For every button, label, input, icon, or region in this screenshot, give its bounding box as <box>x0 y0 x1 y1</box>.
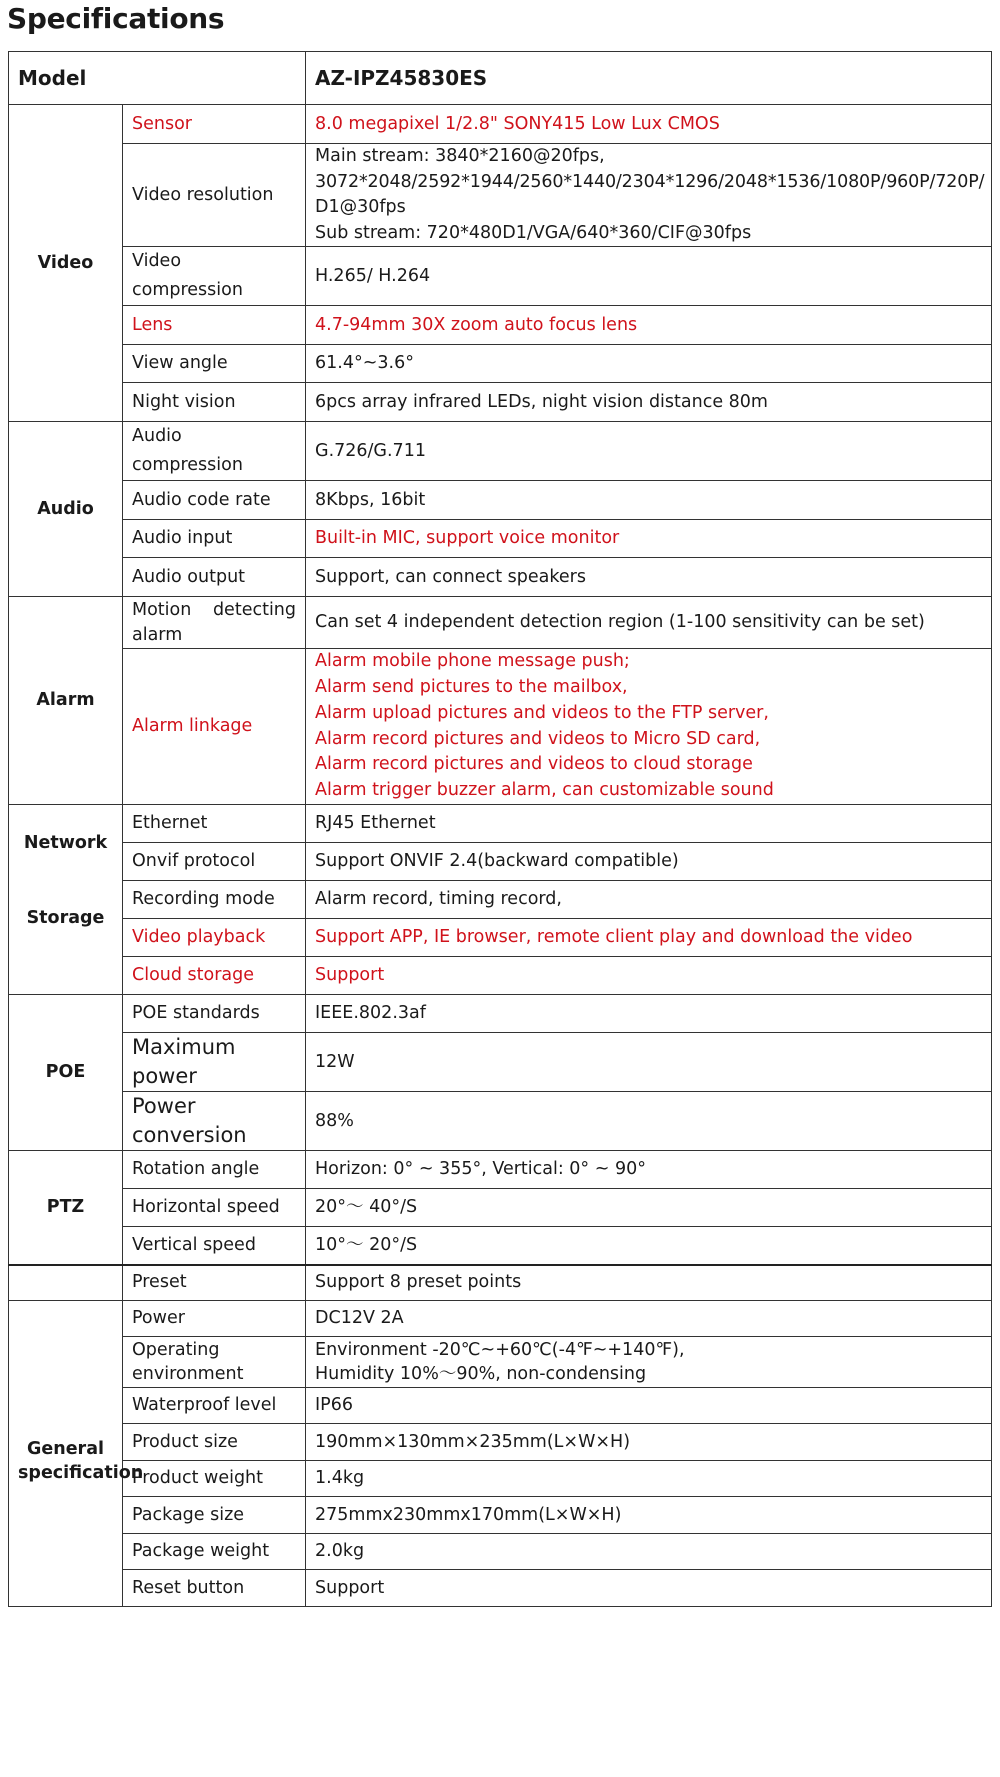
table-row <box>9 1424 992 1461</box>
spec-label: Rotation angle <box>123 1151 306 1189</box>
label-line: Operating <box>132 1340 220 1360</box>
table-row <box>9 1461 992 1497</box>
spec-value: Support, can connect speakers <box>306 558 992 597</box>
spec-value: 8Kbps, 16bit <box>306 481 992 520</box>
spec-value: G.726/G.711 <box>306 422 992 481</box>
spec-label: Preset <box>123 1265 306 1301</box>
table-row <box>9 1151 992 1189</box>
model-row <box>9 52 992 105</box>
table-row <box>9 1534 992 1570</box>
value-line: Alarm upload pictures and videos to the FTP server, <box>315 702 769 723</box>
spec-label: Recording mode <box>123 881 306 919</box>
spec-label: Video resolution <box>123 144 306 247</box>
spec-value <box>306 144 992 247</box>
table-row <box>9 1265 992 1301</box>
spec-value: 8.0 megapixel 1/2.8" SONY415 Low Lux CMOS <box>306 105 992 144</box>
table-row <box>9 957 992 995</box>
spec-value: 275mmx230mmx170mm(L×W×H) <box>306 1497 992 1534</box>
value-line: Sub stream: 720*480D1/VGA/640*360/CIF@30fps <box>315 222 752 243</box>
spec-label: Cloud storage <box>123 957 306 995</box>
table-row <box>9 995 992 1033</box>
spec-label: Power conversion <box>123 1092 306 1151</box>
spec-label: Ethernet <box>123 805 306 843</box>
spec-label: Sensor <box>123 105 306 144</box>
spec-value: Horizon: 0° ~ 355°, Vertical: 0° ~ 90° <box>306 1151 992 1189</box>
label-line: environment <box>132 1364 244 1384</box>
table-row <box>9 383 992 422</box>
spec-value: H.265/ H.264 <box>306 247 992 306</box>
spec-label: Waterproof level <box>123 1388 306 1424</box>
spec-value: 88% <box>306 1092 992 1151</box>
table-row <box>9 843 992 881</box>
spec-value: Support ONVIF 2.4(backward compatible) <box>306 843 992 881</box>
table-row <box>9 1033 992 1092</box>
spec-label: Vertical speed <box>123 1227 306 1265</box>
spec-label: Onvif protocol <box>123 843 306 881</box>
value-line: Alarm trigger buzzer alarm, can customizable sound <box>315 780 774 801</box>
table-row <box>9 520 992 558</box>
spec-value: Support <box>306 957 992 995</box>
table-row <box>9 1337 992 1388</box>
spec-label: Lens <box>123 306 306 345</box>
table-row <box>9 345 992 383</box>
category-poe: POE <box>9 995 123 1151</box>
spec-label: Audio compression <box>123 422 306 481</box>
value-line: Alarm record pictures and videos to cloud storage <box>315 754 753 775</box>
spec-label: POE standards <box>123 995 306 1033</box>
table-row <box>9 1301 992 1337</box>
value-line: Humidity 10%～90%, non-condensing <box>315 1364 647 1384</box>
table-row <box>9 649 992 805</box>
spec-value: 10°～ 20°/S <box>306 1227 992 1265</box>
spec-value <box>306 1337 992 1388</box>
spec-value: RJ45 Ethernet <box>306 805 992 843</box>
table-row <box>9 1227 992 1265</box>
spec-value: Support <box>306 1570 992 1607</box>
table-row <box>9 306 992 345</box>
table-row <box>9 805 992 843</box>
category-general-line: General <box>27 1439 104 1459</box>
category-general <box>9 1301 144 1607</box>
spec-label: Audio input <box>123 520 306 558</box>
spec-value: IP66 <box>306 1388 992 1424</box>
spec-label: Audio code rate <box>123 481 306 520</box>
spec-label: Product weight <box>123 1461 306 1497</box>
label-word: alarm <box>132 624 183 645</box>
spec-label: Package weight <box>123 1534 306 1570</box>
spec-label: Night vision <box>123 383 306 422</box>
empty-cell <box>9 1265 123 1301</box>
spec-value: 61.4°~3.6° <box>306 345 992 383</box>
table-row <box>9 1388 992 1424</box>
value-line: Alarm record pictures and videos to Micro SD card, <box>315 728 761 749</box>
spec-value: Support 8 preset points <box>306 1265 992 1301</box>
spec-label: Horizontal speed <box>123 1189 306 1227</box>
model-label: Model <box>9 52 306 105</box>
category-ptz: PTZ <box>9 1151 123 1265</box>
value-line: Alarm send pictures to the mailbox, <box>315 676 628 697</box>
spec-label: Product size <box>123 1424 306 1461</box>
table-row <box>9 247 992 306</box>
spec-value: Can set 4 independent detection region (1-100 sensitivity can be set) <box>306 597 992 649</box>
category-alarm: Alarm <box>9 597 123 805</box>
category-video: Video <box>9 105 123 422</box>
value-line: 3072*2048/2592*1944/2560*1440/2304*1296/2048*1536/1080P/960P/720P/ <box>315 171 985 192</box>
category-network: Network <box>23 833 108 853</box>
spec-value: DC12V 2A <box>306 1301 992 1337</box>
table-row <box>9 105 992 144</box>
spec-label <box>123 597 306 649</box>
label-word: Motion <box>132 599 192 620</box>
table-row <box>9 481 992 520</box>
model-value: AZ-IPZ45830ES <box>306 52 992 105</box>
spec-value: 20°～ 40°/S <box>306 1189 992 1227</box>
table-row <box>9 558 992 597</box>
spec-label: View angle <box>123 345 306 383</box>
table-row <box>9 919 992 957</box>
table-row <box>9 1189 992 1227</box>
spec-value <box>306 649 992 805</box>
spec-value: Alarm record, timing record, <box>306 881 992 919</box>
spec-label: Package size <box>123 1497 306 1534</box>
category-general-line: specification <box>18 1463 144 1483</box>
table-row <box>9 144 992 247</box>
value-line: Main stream: 3840*2160@20fps, <box>315 146 605 166</box>
spec-value: 2.0kg <box>306 1534 992 1570</box>
table-row <box>9 422 992 481</box>
spec-value: Support APP, IE browser, remote client play and download the video <box>306 919 992 957</box>
category-network-storage <box>9 805 123 995</box>
table-row <box>9 1570 992 1607</box>
spec-label: Alarm linkage <box>123 649 306 805</box>
table-row <box>9 1497 992 1534</box>
spec-value: 190mm×130mm×235mm(L×W×H) <box>306 1424 992 1461</box>
spec-value: IEEE.802.3af <box>306 995 992 1033</box>
spec-value: Built-in MIC, support voice monitor <box>306 520 992 558</box>
spec-table <box>8 51 992 1607</box>
label-word: detecting <box>212 599 297 620</box>
spec-label: Video compression <box>123 247 306 306</box>
table-row <box>9 597 992 649</box>
spec-label: Maximum power <box>123 1033 306 1092</box>
spec-label: Audio output <box>123 558 306 597</box>
spec-label <box>123 1337 306 1388</box>
spec-value: 12W <box>306 1033 992 1092</box>
spec-label: Reset button <box>123 1570 306 1607</box>
spec-label: Video playback <box>123 919 306 957</box>
page-title: Specifications <box>7 2 225 35</box>
value-line: D1@30fps <box>315 197 406 217</box>
spec-value: 6pcs array infrared LEDs, night vision distance 80m <box>306 383 992 422</box>
spec-value: 1.4kg <box>306 1461 992 1497</box>
value-line: Environment -20℃~+60℃(-4℉~+140℉), <box>315 1340 685 1360</box>
spec-value: 4.7-94mm 30X zoom auto focus lens <box>306 306 992 345</box>
table-row <box>9 881 992 919</box>
spec-label: Power <box>123 1301 306 1337</box>
category-audio: Audio <box>9 422 123 597</box>
category-storage: Storage <box>26 908 105 928</box>
value-line: Alarm mobile phone message push; <box>315 651 630 672</box>
table-row <box>9 1092 992 1151</box>
